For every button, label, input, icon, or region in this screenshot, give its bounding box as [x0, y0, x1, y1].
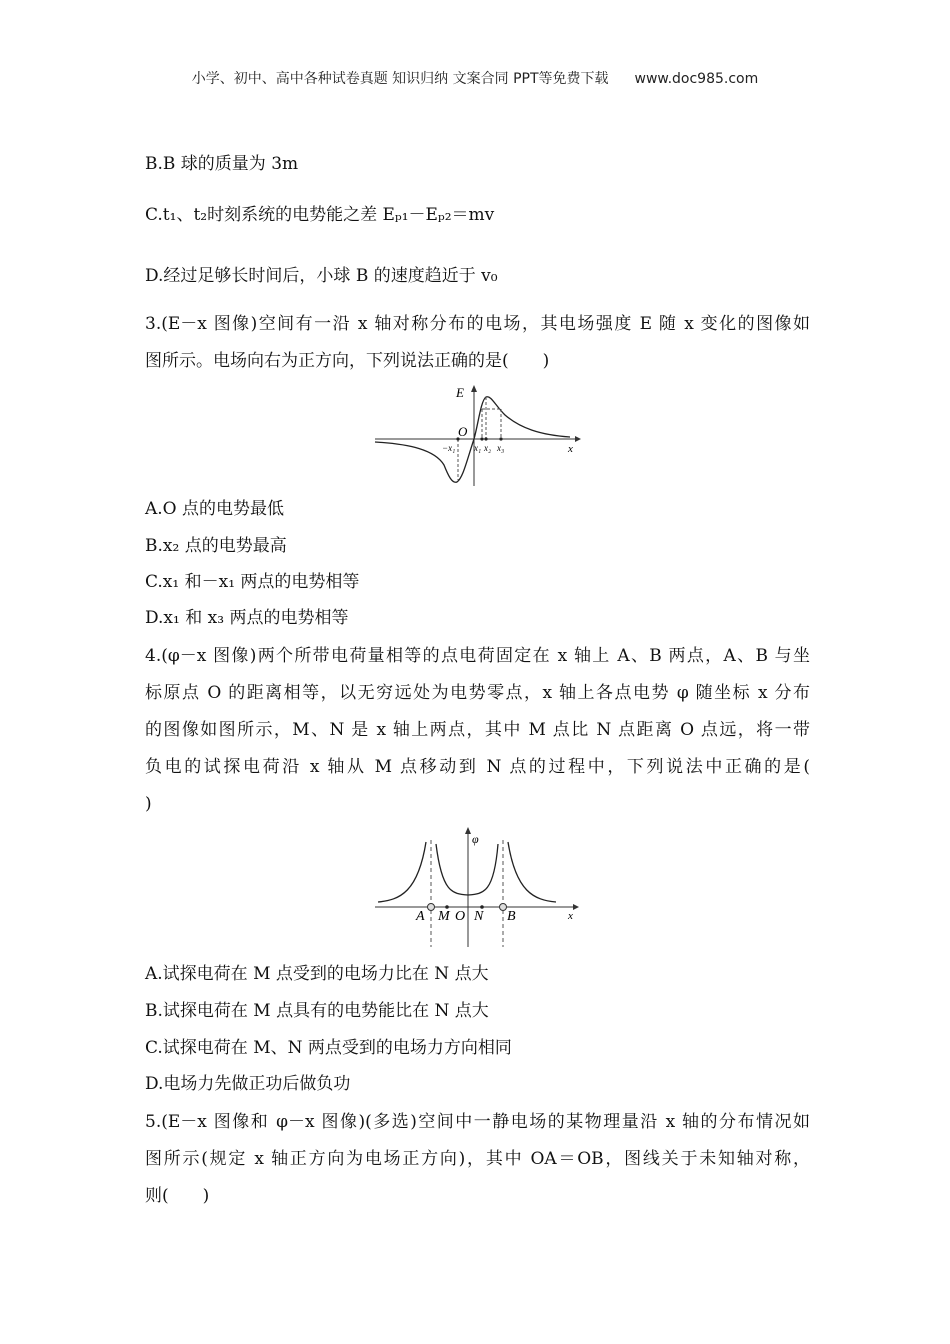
q4-b-label: B	[507, 909, 516, 924]
q4-option-b: B.试探电荷在 M 点具有的电势能比在 N 点大	[145, 1001, 489, 1021]
q3-stem-line2: 图所示。电场向右为正方向，下列说法正确的是( )	[145, 351, 550, 371]
q2-option-c: C.t₁、t₂时刻系统的电势能之差 Eₚ₁－Eₚ₂＝mv	[145, 205, 495, 225]
q2-option-b: B.B 球的质量为 3m	[145, 154, 299, 174]
header-website[interactable]: www.doc985.com	[634, 71, 759, 87]
q3-option-d: D.x₁ 和 x₃ 两点的电势相等	[145, 608, 349, 628]
q4-a-label: A	[416, 909, 425, 924]
q4-x-axis-arrow	[573, 904, 579, 910]
q3-x-axis-arrow	[575, 436, 581, 442]
q4-charge-b	[500, 904, 507, 911]
q4-curve-right	[508, 842, 556, 902]
q3-stem	[145, 306, 810, 380]
q4-option-c: C.试探电荷在 M、N 两点受到的电场力方向相同	[145, 1038, 512, 1058]
header-left-text: 小学、初中、高中各种试卷真题 知识归纳 文案合同 PPT等免费下载	[191, 71, 609, 87]
q4-x-label: x	[568, 910, 573, 922]
q4-o-label: O	[455, 909, 466, 924]
q5-stem-line3: 则( )	[145, 1186, 210, 1206]
q4-stem-line2: 标原点 O 的距离相等，以无穷远处为电势零点，x 轴上各点电势 φ 随坐标 x 分布	[145, 683, 810, 703]
q5-stem-line1: 5.(E－x 图像和 φ－x 图像)(多选)空间中一静电场的某物理量沿 x 轴的分布情况如	[145, 1112, 810, 1132]
q3-neg-x1-label: −x₁	[442, 443, 456, 453]
q3-point-x2	[484, 437, 487, 440]
q3-point-x1	[480, 437, 483, 440]
q4-phi-label: φ	[472, 832, 479, 846]
q4-stem-line5: )	[145, 794, 152, 814]
q3-x1-label: x₁	[474, 443, 482, 453]
q4-curve-left	[378, 842, 426, 902]
page-header	[0, 68, 950, 88]
q3-option-c: C.x₁ 和－x₁ 两点的电势相等	[145, 572, 360, 592]
q3-point-x3	[499, 437, 502, 440]
q4-option-a: A.试探电荷在 M 点受到的电场力比在 N 点大	[145, 964, 489, 984]
q3-e-axis-arrow	[471, 385, 477, 392]
q4-n-label: N	[474, 909, 484, 924]
q4-m-label: M	[438, 909, 450, 924]
q4-phi-axis-arrow	[465, 827, 471, 834]
q5-stem-line2: 图所示(规定 x 轴正方向为电场正方向)，其中 OA＝OB，图线关于未知轴对称，	[145, 1149, 810, 1169]
q3-e-label: E	[456, 385, 464, 400]
q4-phi-x-graph	[370, 822, 585, 952]
q3-e-curve	[375, 397, 570, 483]
q3-option-b: B.x₂ 点的电势最高	[145, 536, 287, 556]
q3-e-x-graph	[370, 380, 585, 490]
q4-stem-line1: 4.(φ－x 图像)两个所带电荷量相等的点电荷固定在 x 轴上 A、B 两点，A、B 与坐	[145, 646, 810, 666]
q3-x3-label: x₃	[497, 443, 505, 453]
q4-option-d: D.电场力先做正功后做负功	[145, 1074, 351, 1094]
q3-x2-label: x₂	[484, 443, 492, 453]
q5-stem	[145, 1104, 810, 1215]
q4-stem-line4: 负电的试探电荷沿 x 轴从 M 点移动到 N 点的过程中，下列说法中正确的是(	[145, 757, 810, 777]
q3-x-label: x	[568, 443, 573, 455]
q3-origin-label: O	[458, 424, 468, 439]
q2-option-d: D.经过足够长时间后，小球 B 的速度趋近于 v₀	[145, 266, 498, 286]
q4-curve-middle	[436, 844, 498, 895]
q4-stem-line3: 的图像如图所示，M、N 是 x 轴上两点，其中 M 点比 N 点距离 O 点远，将一带	[145, 720, 810, 740]
q3-stem-line1: 3.(E－x 图像)空间有一沿 x 轴对称分布的电场，其电场强度 E 随 x 变化的图像如	[145, 314, 810, 334]
q4-charge-a	[428, 904, 435, 911]
q3-option-a: A.O 点的电势最低	[145, 499, 285, 519]
q4-stem	[145, 638, 810, 823]
